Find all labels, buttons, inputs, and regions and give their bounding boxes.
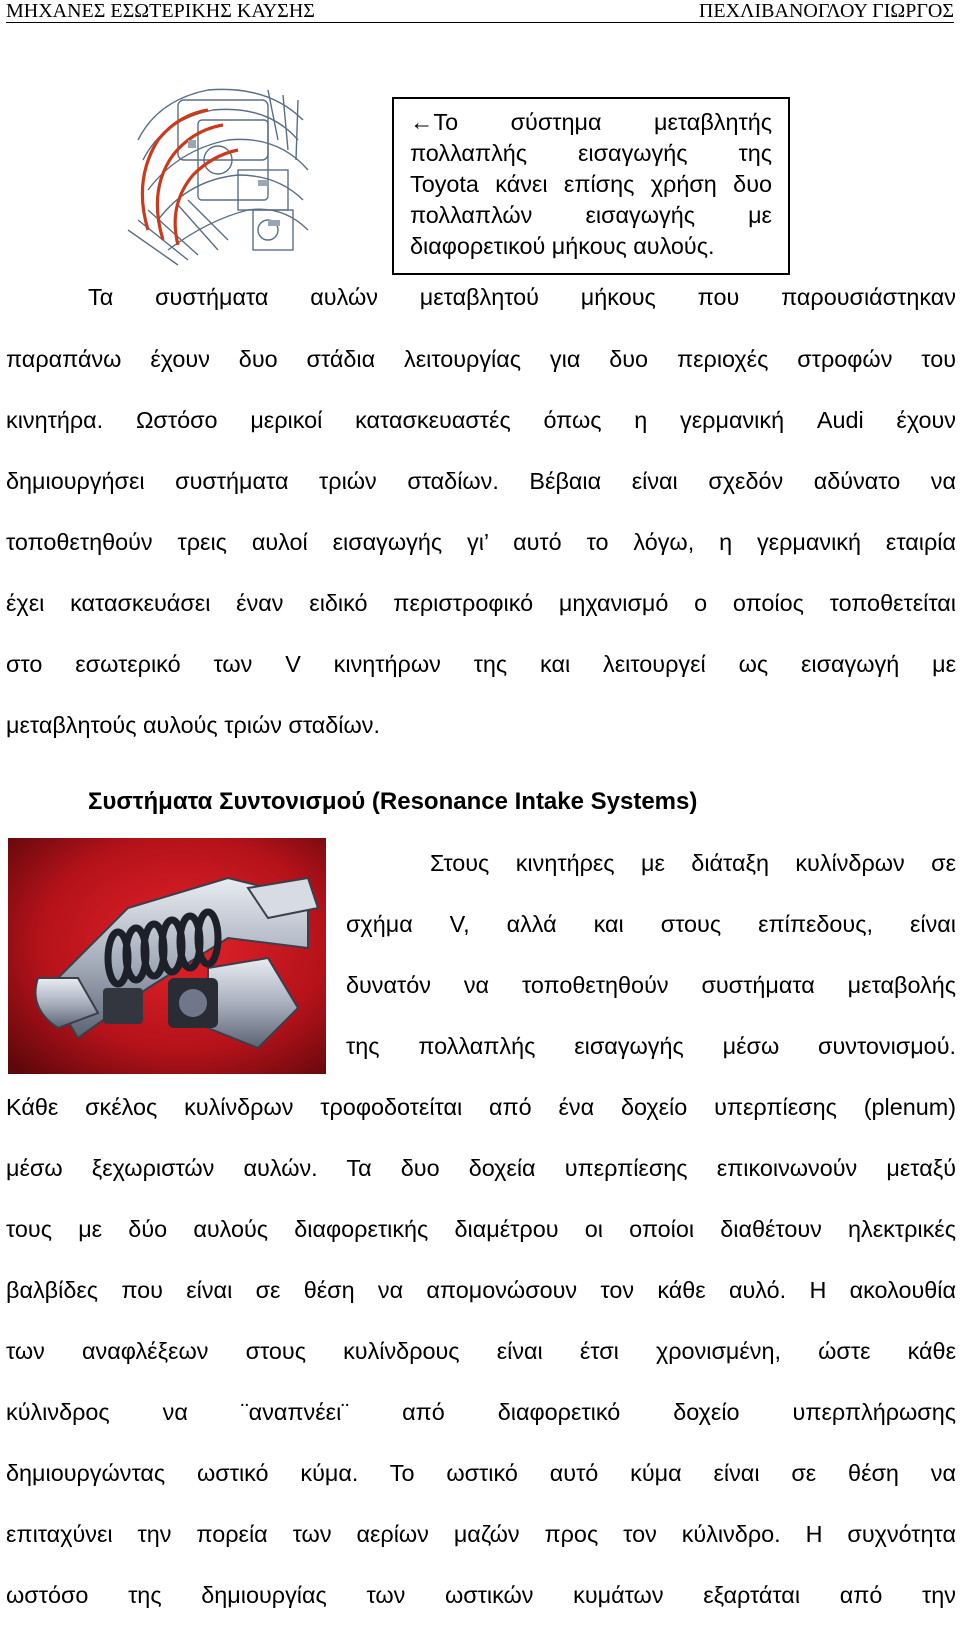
text-line: ωστόσο της δημιουργίας των ωστικών κυμάτων εξαρτάται από την	[6, 1582, 956, 1608]
text-line: έχει κατασκευάσει έναν ειδικό περιστροφικό μηχανισμό ο οποίος τοποθετείται	[6, 590, 956, 616]
text-line: των αναφλέξεων στους κυλίνδρους είναι έτσι χρονισμένη, ώστε κάθε	[6, 1338, 956, 1364]
header-course-title: ΜΗΧΑΝΕΣ ΕΣΩΤΕΡΙΚΗΣ ΚΑΥΣΗΣ	[6, 0, 315, 22]
text-line: Στους κινητήρες με διάταξη κυλίνδρων σε	[430, 850, 956, 876]
text-line: Τα συστήματα αυλών μεταβλητού μήκους που παρουσιάστηκαν	[88, 284, 956, 310]
callout-text: Το σύστημα μεταβλητής	[433, 109, 772, 135]
resonance-intake-photo	[8, 838, 326, 1074]
text-line: δημιουργώντας ωστικό κύμα. Το ωστικό αυτό κύμα είναι σε θέση να	[6, 1460, 956, 1486]
text-line: βαλβίδες που είναι σε θέση να απομονώσουν τον κάθε αυλό. Η ακολουθία	[6, 1277, 956, 1303]
text-line: κινητήρα. Ωστόσο μερικοί κατασκευαστές όπως η γερμανική Audi έχουν	[6, 407, 956, 433]
callout-line: διαφορετικού μήκους αυλούς.	[410, 233, 715, 259]
toyota-intake-drawing	[118, 80, 318, 272]
callout-line: Toyota κάνει επίσης χρήση δυο	[410, 171, 772, 197]
header-author-name: ΠΕΧΛΙΒΑΝΟΓΛΟΥ ΓΙΩΡΓΟΣ	[698, 0, 954, 22]
text-line: Κάθε σκέλος κυλίνδρων τροφοδοτείται από ένα δοχείο υπερπίεσης (plenum)	[6, 1094, 956, 1120]
callout-line	[410, 107, 772, 138]
callout-line: πολλαπλής εισαγωγής της	[410, 140, 772, 166]
text-line: τους με δύο αυλούς διαφορετικής διαμέτρου οι οποίοι διαθέτουν ηλεκτρικές	[6, 1216, 956, 1242]
text-line: στο εσωτερικό των V κινητήρων της και λειτουργεί ως εισαγωγή με	[6, 651, 956, 677]
text-line: επιταχύνει την πορεία των αερίων μαζών προς τον κύλινδρο. Η συχνότητα	[6, 1521, 956, 1547]
text-line: μέσω ξεχωριστών αυλών. Τα δυο δοχεία υπερπίεσης επικοινωνούν μεταξύ	[6, 1155, 956, 1181]
text-line: δυνατόν να τοποθετηθούν συστήματα μεταβολής	[346, 972, 956, 998]
text-line: παραπάνω έχουν δυο στάδια λειτουργίας για δυο περιοχές στροφών του	[6, 346, 956, 372]
running-header	[6, 0, 954, 23]
left-arrow-icon: ←	[410, 109, 434, 135]
text-line: τοποθετηθούν τρεις αυλοί εισαγωγής γι’ αυτό το λόγω, η γερμανική εταιρία	[6, 529, 956, 555]
section-heading: Συστήματα Συντονισμού (Resonance Intake Systems)	[88, 788, 698, 815]
callout-line: πολλαπλών εισαγωγής με	[410, 202, 772, 228]
text-line: της πολλαπλής εισαγωγής μέσω συντονισμού.	[346, 1033, 956, 1059]
text-line: μεταβλητούς αυλούς τριών σταδίων.	[6, 712, 380, 738]
text-line: κύλινδρος να ¨αναπνέει¨ από διαφορετικό δοχείο υπερπλήρωσης	[6, 1399, 956, 1425]
figure-caption-callout	[392, 97, 790, 275]
text-line: δημιουργήσει συστήματα τριών σταδίων. Βέβαια είναι σχεδόν αδύνατο να	[6, 468, 956, 494]
text-line: σχήμα V, αλλά και στους επίπεδους, είναι	[346, 911, 956, 937]
